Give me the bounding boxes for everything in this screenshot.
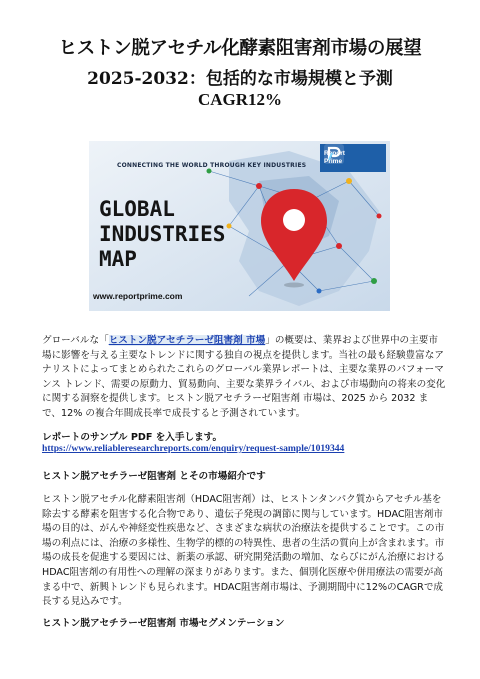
intro-paragraph (42, 334, 446, 422)
banner-headline-line: INDUSTRIES (99, 222, 226, 246)
banner-headline-line: GLOBAL (99, 197, 175, 221)
banner-tagline: CONNECTING THE WORLD THROUGH KEY INDUSTRIES (117, 162, 307, 169)
intro-text: 」の概要は、業界および世界中の主要市場に影響を与える主要なトレンドに関する独自の視点を提供します。当社の最も経験豊富なアナリストによってまとめられたこれらのグローバル業界レポートは、主要な業界のパフォーマンス トレンド、需要の原動力、貿易動向、主要な業界ライバル、および市場動向の将来の変化に関する洞察を提供します。ヒストン脱アセチラーゼ阻害剤 市場は、2025 から 2032 まで、12% の複合年間成長率で成長すると予測されています。 (42, 335, 446, 419)
market-link[interactable]: ヒストン脱アセチラーゼ阻害剤 市場 (108, 335, 266, 346)
banner-headline (99, 197, 225, 272)
intro-prefix: グローバルな「 (42, 335, 109, 346)
logo-text-line: Report (324, 150, 345, 157)
market-intro-paragraph: ヒストン脱アセチル化酵素阻害剤（HDAC阻害剤）は、ヒストンタンパク質からアセチル基を除去する酵素を阻害する化合物であり、遺伝子発現の調節に関与しています。HDAC阻害剤市場の目的は、がんや神経変性疾患など、さまざまな病状の治療法を提供することです。この市場の利点には、治療の多様性、生物学的標的の特異性、患者の生活の質向上が含まれます。市場の成長を促進する要因には、新薬の承認、研究開発活動の増加、ならびにがん治療におけるHDAC阻害剤の有用性への理解の深まりがあります。また、個別化医療や併用療法の需要が高まる中で、新興トレンドも見られます。HDAC阻害剤市場は、予測期間中に12%のCAGRで成長する見込みです。 (42, 494, 445, 608)
banner-headline-line: MAP (99, 247, 137, 271)
document-subtitle: 2025-2032：包括的な市場規模と予測 (87, 69, 393, 89)
logo-text-line: Prime (324, 158, 343, 165)
global-industries-map-banner (89, 141, 390, 311)
banner-url: www.reportprime.com (93, 291, 183, 301)
market-intro-heading: ヒストン脱アセチラーゼ阻害剤 とその市場紹介です (42, 471, 266, 482)
document-title: ヒストン脱アセチル化酵素阻害剤市場の展望 (58, 38, 422, 59)
market-segmentation-heading: ヒストン脱アセチラーゼ阻害剤 市場セグメンテーション (42, 618, 285, 629)
document-cagr: CAGR12% (197, 90, 283, 109)
report-prime-logo-icon (324, 144, 344, 164)
sample-heading: レポートのサンプル PDF を入手します。 (42, 432, 223, 443)
report-prime-logo (320, 144, 386, 172)
sample-request-link[interactable]: https://www.reliableresearchreports.com/enquiry/request-sample/1019344 (42, 443, 345, 454)
